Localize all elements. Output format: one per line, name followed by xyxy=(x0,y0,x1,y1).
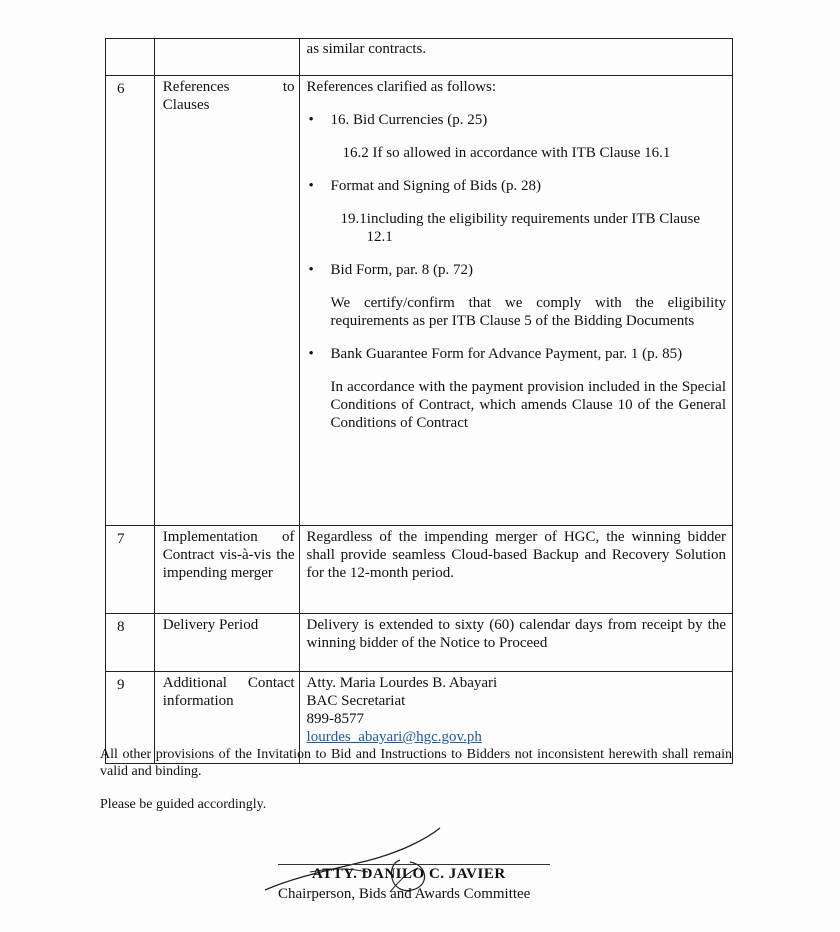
signature-line xyxy=(278,864,550,865)
row-detail: Regardless of the impending merger of HGC, the winning bidder shall provide seamless Cloud-based Backup and Recovery Solution for the 12-month period. xyxy=(306,529,726,581)
list-item-note xyxy=(341,210,726,246)
list-item-note: 16.2 If so allowed in accordance with ITB Clause 16.1 xyxy=(342,145,671,161)
table-row xyxy=(106,526,733,614)
guidance-paragraph: Please be guided accordingly. xyxy=(100,797,267,812)
list-item xyxy=(307,177,726,195)
bullet-icon: • xyxy=(308,178,314,194)
table-row xyxy=(106,76,733,526)
row-number: 8 xyxy=(117,619,125,635)
list-item-note: We certify/confirm that we comply with the eligibility requirements as per ITB Clause 5 of the Bidding Documents xyxy=(330,295,726,329)
contact-phone: 899-8577 xyxy=(306,711,365,727)
list-item-label: Bid Form, par. 8 (p. 72) xyxy=(330,262,474,278)
table-row xyxy=(106,39,733,76)
list-item-note: In accordance with the payment provision included in the Special Conditions of Contract, which amends Clause 10 of the General Conditions of Contract xyxy=(330,379,726,431)
list-item-label: 16. Bid Currencies (p. 25) xyxy=(330,112,488,128)
row-subject: References to Clauses xyxy=(162,79,295,113)
bullet-icon: • xyxy=(308,262,314,278)
bullet-icon: • xyxy=(308,112,314,128)
provisions-paragraph: All other provisions of the Invitation to Bid and Instructions to Bidders not inconsistent herewith shall remain valid and binding. xyxy=(100,747,732,779)
signatory-name: ATTY. DANILO C. JAVIER xyxy=(312,866,506,882)
row-number: 7 xyxy=(117,531,125,547)
contact-email-link[interactable]: lourdes_abayari@hgc.gov.ph xyxy=(306,729,482,745)
row-detail xyxy=(300,76,732,438)
list-item-note-line: 12.1 xyxy=(366,229,393,245)
row-subject: Additional Contact information xyxy=(162,675,295,709)
contact-name: Atty. Maria Lourdes B. Abayari xyxy=(306,675,498,691)
row-detail: as similar contracts. xyxy=(306,41,427,57)
supplemental-bulletin-table xyxy=(105,38,733,764)
row-subject: Implementation of Contract vis-à-vis the impending merger xyxy=(162,529,295,581)
table-row xyxy=(106,614,733,672)
list-item-label: Format and Signing of Bids (p. 28) xyxy=(330,178,541,194)
list-item xyxy=(307,261,726,279)
signatory-title: Chairperson, Bids and Awards Committee xyxy=(278,886,531,902)
list-item-note-line: 19.1including the eligibility requirements under ITB Clause xyxy=(340,211,701,227)
bullet-icon: • xyxy=(308,346,314,362)
detail-intro: References clarified as follows: xyxy=(306,79,497,95)
contact-office: BAC Secretariat xyxy=(306,693,406,709)
contact-block xyxy=(300,672,732,752)
list-item xyxy=(307,345,726,363)
row-detail: Delivery is extended to sixty (60) calendar days from receipt by the winning bidder of the Notice to Proceed xyxy=(306,617,726,651)
row-subject: Delivery Period xyxy=(162,617,259,633)
list-item-label: Bank Guarantee Form for Advance Payment, par. 1 (p. 85) xyxy=(330,346,683,362)
row-number: 9 xyxy=(117,677,125,693)
list-item xyxy=(307,111,726,129)
row-number: 6 xyxy=(117,81,125,97)
